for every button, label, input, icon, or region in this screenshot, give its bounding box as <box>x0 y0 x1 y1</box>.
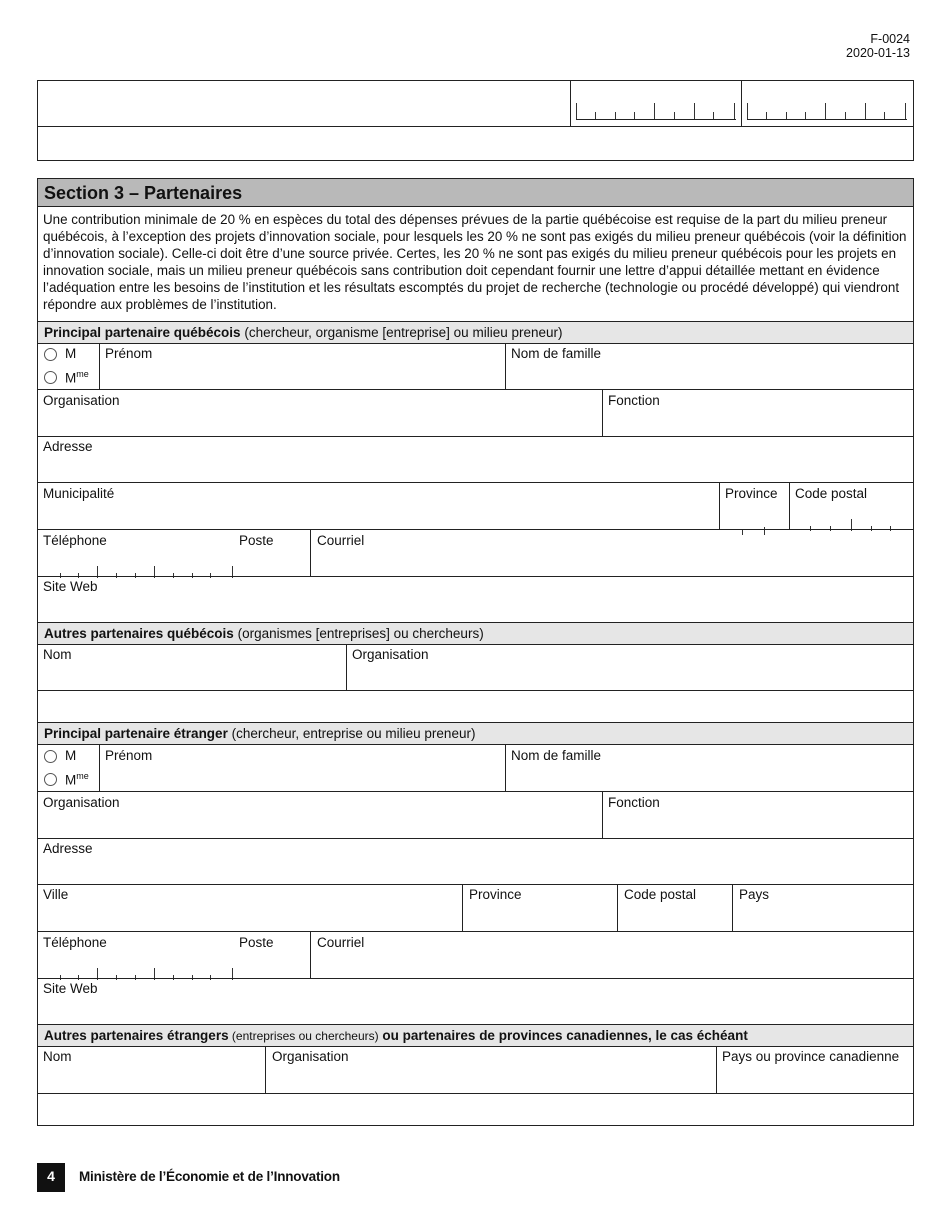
section-intro: Une contribution minimale de 20 % en espèces du total des dépenses prévues de la partie québécoise est requise de la part du milieu preneur québécois, à l’exception des projets d’innovation sociale, pour lesquels les 20 % ne sont pas exigés du milieu preneur québécois (voir la définition d’innovation sociale). Celle-ci doit être d’une source privée. Certes, les 20 % ne sont pas exigés du milieu preneur québécois pour les projets en innovation sociale, mais un milieu preneur québécois sans contribution doit cependant fournir une lettre d’appui détaillée mettant en évidence l’adéquation entre les besoins de l’institution et les résultats escomptés du projet de recherche (technologie ou procédé développé) qui viendront répondre aux problèmes de l’institution. <box>43 212 907 312</box>
ville-label-etranger: Ville <box>43 887 69 902</box>
poste-label-qc: Poste <box>239 533 274 548</box>
autres-etrangers-pays-field[interactable] <box>717 1047 913 1093</box>
radio-mme-label-etranger: $M^{me}$ <box>65 771 89 788</box>
site-web-field-qc[interactable] <box>38 577 913 622</box>
nom-famille-field-etranger[interactable] <box>506 745 913 791</box>
code-postal-field-etranger[interactable] <box>618 885 732 931</box>
municipalite-field-qc[interactable] <box>38 483 718 528</box>
fonction-label-etranger: Fonction <box>608 795 660 810</box>
adresse-field-qc[interactable] <box>38 437 913 482</box>
autres-qc-nom-field[interactable] <box>38 645 346 690</box>
adresse-field-etranger[interactable] <box>38 839 913 884</box>
ministry-name: Ministère de l’Économie et de l’Innovation <box>79 1169 340 1184</box>
top-date-combs-1 <box>576 103 736 119</box>
ville-field-etranger[interactable] <box>38 885 462 931</box>
autres-qc-organisation-label: Organisation <box>352 647 429 662</box>
form-code: F-0024 <box>870 32 910 46</box>
fonction-field-etranger[interactable] <box>603 792 913 838</box>
autres-etrangers-heading: Autres partenaires étrangers (entreprises ou chercheurs) ou partenaires de provinces canadiennes, le cas échéant <box>38 1025 913 1046</box>
autres-qc-heading: Autres partenaires québécois (organismes [entreprises] ou chercheurs) <box>38 623 913 644</box>
radio-mme-qc[interactable] <box>44 371 57 384</box>
telephone-label-qc: Téléphone <box>43 533 107 548</box>
prenom-field-qc[interactable] <box>100 344 504 389</box>
province-field-etranger[interactable] <box>463 885 617 931</box>
courriel-field-etranger[interactable] <box>311 932 913 978</box>
autres-etrangers-nom-field[interactable] <box>38 1047 265 1093</box>
prenom-field-etranger[interactable] <box>100 745 504 791</box>
telephone-label-etranger: Téléphone <box>43 935 107 950</box>
top-second-row-field[interactable] <box>38 127 913 160</box>
autres-qc-nom-label: Nom <box>43 647 72 662</box>
top-date-combs-2 <box>747 103 907 119</box>
organisation-label-etranger: Organisation <box>43 795 120 810</box>
organisation-field-etranger[interactable] <box>38 792 601 838</box>
fonction-label-qc: Fonction <box>608 393 660 408</box>
autres-etrangers-organisation-field[interactable] <box>266 1047 716 1093</box>
code-postal-label-etranger: Code postal <box>624 887 697 902</box>
organisation-label-qc: Organisation <box>43 393 120 408</box>
prenom-label-qc: Prénom <box>105 346 153 361</box>
site-web-label-etranger: Site Web <box>43 981 98 996</box>
autres-etrangers-extra-field[interactable] <box>38 1094 913 1125</box>
principal-etranger-heading: Principal partenaire étranger (chercheur, entreprise ou milieu preneur) <box>38 723 913 744</box>
autres-qc-organisation-field[interactable] <box>347 645 913 690</box>
autres-etrangers-organisation-label: Organisation <box>272 1049 349 1064</box>
radio-m-label-qc: M <box>65 346 77 361</box>
prenom-label-etranger: Prénom <box>105 748 153 763</box>
courriel-field-qc[interactable] <box>311 530 913 576</box>
nom-famille-label-etranger: Nom de famille <box>511 748 602 763</box>
adresse-label-etranger: Adresse <box>43 841 93 856</box>
code-postal-label-qc: Code postal <box>795 486 868 501</box>
adresse-label-qc: Adresse <box>43 439 93 454</box>
radio-m-etranger[interactable] <box>44 750 57 763</box>
page-number: 4 <box>47 1168 55 1184</box>
nom-famille-field-qc[interactable] <box>506 344 913 389</box>
courriel-label-etranger: Courriel <box>317 935 365 950</box>
autres-etrangers-nom-label: Nom <box>43 1049 72 1064</box>
organisation-field-qc[interactable] <box>38 390 601 435</box>
pays-label-etranger: Pays <box>739 887 770 902</box>
province-label-etranger: Province <box>469 887 522 902</box>
municipalite-label-qc: Municipalité <box>43 486 115 501</box>
radio-mme-etranger[interactable] <box>44 773 57 786</box>
site-web-field-etranger[interactable] <box>38 979 913 1024</box>
pays-field-etranger[interactable] <box>733 885 913 931</box>
radio-m-label-etranger: M <box>65 748 77 763</box>
radio-mme-label-qc: $M^{me}$ <box>65 369 89 386</box>
province-label-qc: Province <box>725 486 778 501</box>
principal-qc-heading: Principal partenaire québécois (chercheur, organisme [entreprise] ou milieu preneur) <box>38 322 913 343</box>
radio-m-qc[interactable] <box>44 348 57 361</box>
fonction-field-qc[interactable] <box>603 390 913 435</box>
site-web-label-qc: Site Web <box>43 579 98 594</box>
poste-label-etranger: Poste <box>239 935 274 950</box>
nom-famille-label-qc: Nom de famille <box>511 346 602 361</box>
autres-qc-extra-field[interactable] <box>38 691 913 722</box>
section-title: Section 3 – Partenaires <box>38 179 913 206</box>
courriel-label-qc: Courriel <box>317 533 365 548</box>
top-name-field[interactable] <box>38 81 570 126</box>
form-date: 2020-01-13 <box>846 46 910 60</box>
autres-etrangers-pays-label: Pays ou province canadienne <box>722 1049 900 1064</box>
